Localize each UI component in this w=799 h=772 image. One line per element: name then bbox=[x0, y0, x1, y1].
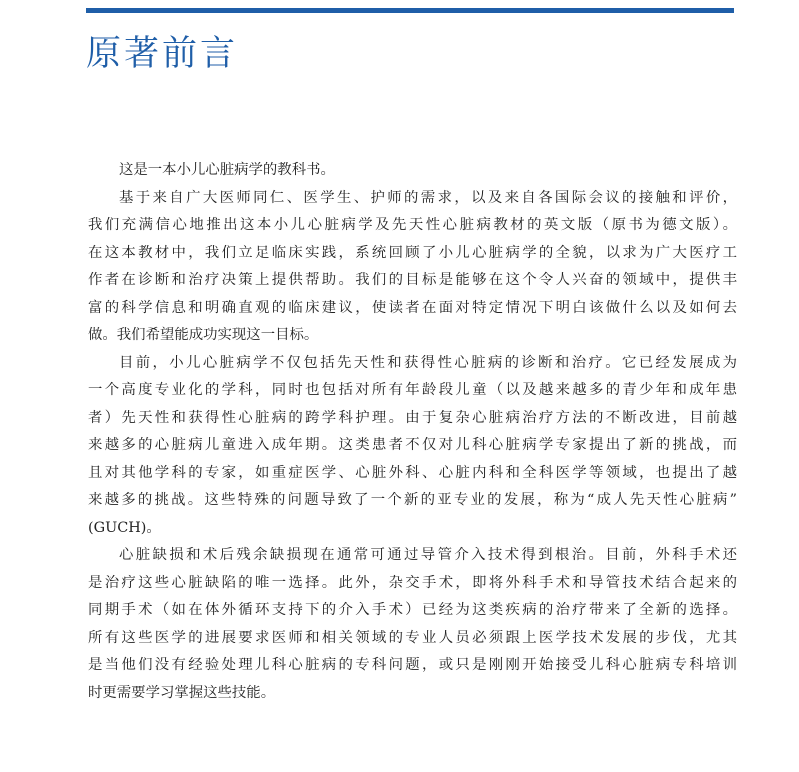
text-line: 作者在诊断和治疗决策上提供帮助。我们的目标是能够在这个令人兴奋的领域中，提供丰 bbox=[88, 272, 737, 288]
page-title: 原著前言 bbox=[86, 34, 239, 74]
paragraph-3 bbox=[88, 350, 737, 543]
text-line: 时更需要学习掌握这些技能。 bbox=[88, 684, 276, 701]
text-line: 同期手术（如在体外循环支持下的介入手术）已经为这类疾病的治疗带来了全新的选择。 bbox=[88, 602, 737, 618]
text-line: 来越多的心脏病儿童进入成年期。这类患者不仅对儿科心脏病学专家提出了新的挑战，而 bbox=[88, 437, 737, 453]
header-rule bbox=[86, 8, 734, 13]
text-line: (GUCH)。 bbox=[88, 519, 161, 536]
text-line: 所有这些医学的进展要求医师和相关领域的专业人员必须跟上医学技术发展的步伐，尤其 bbox=[88, 629, 737, 646]
text-line: 在这本教材中，我们立足临床实践，系统回顾了小儿心脏病学的全貌，以求为广大医疗工 bbox=[88, 244, 737, 261]
text-line: 我们充满信心地推出这本小儿心脏病学及先天性心脏病教材的英文版（原书为德文版）。 bbox=[88, 217, 737, 233]
text-line: 是当他们没有经验处理儿科心脏病的专科问题，或只是刚刚开始接受儿科心脏病专科培训 bbox=[88, 657, 737, 673]
text-line: 做。我们希望能成功实现这一目标。 bbox=[88, 327, 319, 343]
text-line: 富的科学信息和明确直观的临床建议，使读者在面对特定情况下明白该做什么以及如何去 bbox=[88, 299, 737, 316]
text-line: 来越多的挑战。这些特殊的问题导致了一个新的亚专业的发展，称为“成人先天性心脏病” bbox=[88, 492, 737, 508]
text-line: 且对其他学科的专家，如重症医学、心脏外科、心脏内科和全科医学等领域，也提出了越 bbox=[88, 464, 737, 481]
paragraph-2 bbox=[88, 185, 737, 350]
text-line: 是治疗这些心脏缺陷的唯一选择。此外，杂交手术，即将外科手术和导管技术结合起来的 bbox=[88, 574, 737, 591]
text-line: 这是一本小儿心脏病学的教科书。 bbox=[119, 162, 335, 178]
preface-body bbox=[88, 157, 737, 707]
text-line: 一个高度专业化的学科，同时也包括对所有年龄段儿童（以及越来越多的青少年和成年患 bbox=[88, 382, 737, 398]
text-line: 心脏缺损和术后残余缺损现在通常可通过导管介入技术得到根治。目前，外科手术还 bbox=[119, 547, 737, 563]
text-line: 基于来自广大医师同仁、医学生、护师的需求，以及来自各国际会议的接触和评价， bbox=[119, 189, 737, 206]
text-line: 者）先天性和获得性心脏病的跨学科护理。由于复杂心脏病治疗方法的不断改进，目前越 bbox=[88, 409, 737, 426]
paragraph-1 bbox=[88, 157, 737, 185]
paragraph-4 bbox=[88, 542, 737, 707]
text-line: 目前，小儿心脏病学不仅包括先天性和获得性心脏病的诊断和治疗。它已经发展成为 bbox=[119, 354, 737, 371]
